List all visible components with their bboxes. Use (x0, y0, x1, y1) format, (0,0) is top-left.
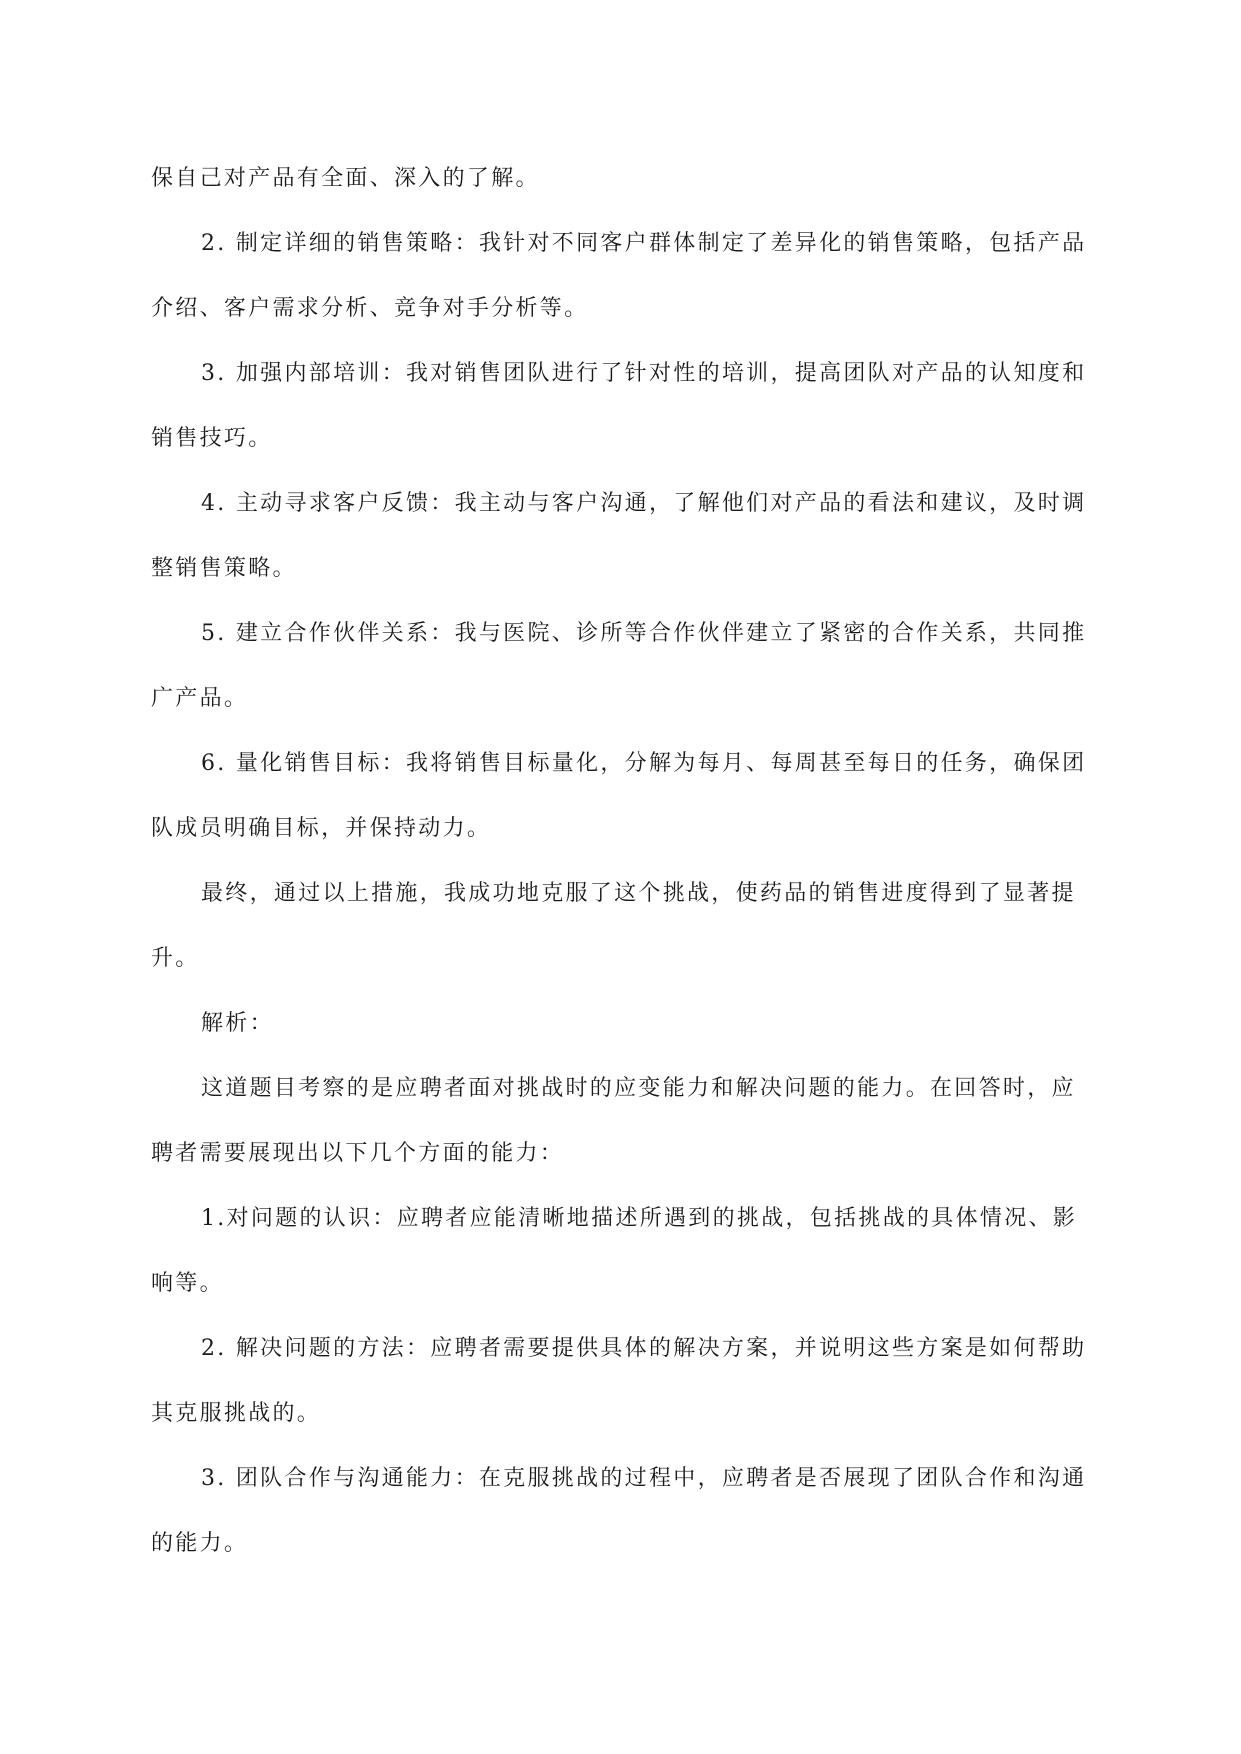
paragraph-measure-2: 2. 制定详细的销售策略：我针对不同客户群体制定了差异化的销售策略，包括产品介绍、客户需求分析、竞争对手分析等。 (151, 231, 1087, 321)
paragraph-analysis-point-2: 2. 解决问题的方法：应聘者需要提供具体的解决方案，并说明这些方案是如何帮助其克服挑战的。 (151, 1336, 1087, 1426)
paragraph-conclusion: 最终，通过以上措施，我成功地克服了这个挑战，使药品的销售进度得到了显著提升。 (151, 881, 1076, 971)
paragraph-measure-4: 4. 主动寻求客户反馈：我主动与客户沟通，了解他们对产品的看法和建议，及时调整销售策略。 (151, 491, 1087, 581)
paragraph-continuation: 保自己对产品有全面、深入的了解。 (151, 166, 540, 191)
paragraph-measure-3: 3. 加强内部培训：我对销售团队进行了针对性的培训，提高团队对产品的认知度和销售技巧。 (151, 361, 1087, 451)
paragraph-analysis-intro: 这道题目考察的是应聘者面对挑战时的应变能力和解决问题的能力。在回答时，应聘者需要展现出以下几个方面的能力： (151, 1076, 1076, 1166)
paragraph-measure-5: 5. 建立合作伙伴关系：我与医院、诊所等合作伙伴建立了紧密的合作关系，共同推广产品。 (151, 621, 1087, 711)
paragraph-analysis-heading: 解析： (201, 1011, 274, 1036)
document-body (151, 146, 1091, 1576)
paragraph-measure-6: 6. 量化销售目标：我将销售目标量化，分解为每月、每周甚至每日的任务，确保团队成员明确目标，并保持动力。 (151, 751, 1087, 841)
paragraph-analysis-point-3: 3. 团队合作与沟通能力：在克服挑战的过程中，应聘者是否展现了团队合作和沟通的能力。 (151, 1466, 1087, 1556)
paragraph-analysis-point-1: 1.对问题的认识：应聘者应能清晰地描述所遇到的挑战，包括挑战的具体情况、影响等。 (151, 1206, 1078, 1296)
